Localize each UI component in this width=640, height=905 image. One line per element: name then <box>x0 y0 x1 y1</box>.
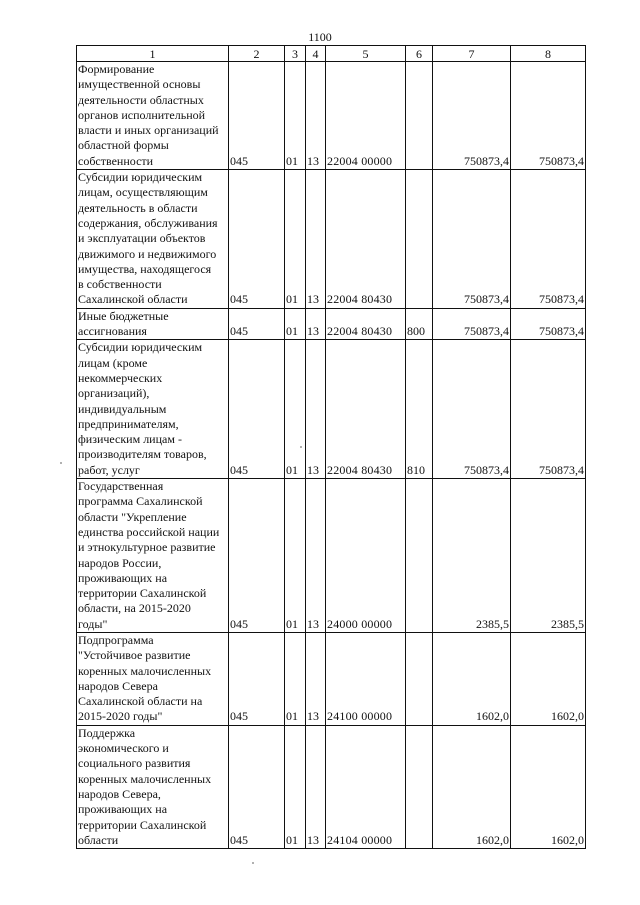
ved-code: 045 <box>229 170 285 309</box>
subsection-code: 13 <box>306 308 326 340</box>
ved-code: 045 <box>229 62 285 170</box>
row-name-cell <box>77 170 229 309</box>
table-row <box>77 632 586 725</box>
row-name: Поддержка экономического и социального развития коренных малочисленных народов Севера, проживающих на территории Сахалинской области <box>78 725 212 847</box>
amount-col7: 2385,5 <box>433 479 511 633</box>
row-name: Иные бюджетные ассигнования <box>78 308 169 339</box>
row-name-cell <box>77 725 229 848</box>
scan-speck <box>300 446 302 448</box>
amount-col8: 1602,0 <box>511 725 586 848</box>
row-name: Формирование имущественной основы деятельности областных органов исполнительной власти и иных организаций областной формы собственности <box>78 62 219 168</box>
subsection-code: 13 <box>306 479 326 633</box>
amount-col7: 750873,4 <box>433 308 511 340</box>
target-article-code: 24104 00000 <box>326 725 406 848</box>
header-col-6: 6 <box>406 46 433 62</box>
subsection-code: 13 <box>306 340 326 479</box>
subsection-code: 13 <box>306 632 326 725</box>
target-article-code: 22004 80430 <box>326 170 406 309</box>
section-code: 01 <box>285 308 306 340</box>
table-row <box>77 170 586 309</box>
row-name-cell <box>77 340 229 479</box>
budget-table <box>76 45 586 849</box>
table-row <box>77 308 586 340</box>
target-article-code: 22004 00000 <box>326 62 406 170</box>
header-col-5: 5 <box>326 46 406 62</box>
table-row <box>77 62 586 170</box>
ved-code: 045 <box>229 632 285 725</box>
row-name: Подпрограмма "Устойчивое развитие коренных малочисленных народов Севера Сахалинской области на 2015-2020 годы" <box>78 632 212 724</box>
row-name-cell <box>77 62 229 170</box>
header-col-8: 8 <box>511 46 586 62</box>
section-code: 01 <box>285 479 306 633</box>
header-col-4: 4 <box>306 46 326 62</box>
target-article-code: 24000 00000 <box>326 479 406 633</box>
subsection-code: 13 <box>306 725 326 848</box>
amount-col8: 750873,4 <box>511 308 586 340</box>
amount-col7: 750873,4 <box>433 170 511 309</box>
row-name-cell <box>77 479 229 633</box>
amount-col8: 750873,4 <box>511 62 586 170</box>
amount-col7: 750873,4 <box>433 340 511 479</box>
amount-col8: 750873,4 <box>511 340 586 479</box>
header-col-1: 1 <box>77 46 229 62</box>
ved-code: 045 <box>229 308 285 340</box>
scan-speck <box>252 862 254 864</box>
row-name-cell <box>77 632 229 725</box>
header-row <box>77 46 586 62</box>
section-code: 01 <box>285 725 306 848</box>
header-col-3: 3 <box>285 46 306 62</box>
section-code: 01 <box>285 340 306 479</box>
subsection-code: 13 <box>306 62 326 170</box>
ved-code: 045 <box>229 479 285 633</box>
header-col-7: 7 <box>433 46 511 62</box>
page-number: 1100 <box>308 30 332 44</box>
amount-col8: 750873,4 <box>511 170 586 309</box>
expense-type-code <box>406 632 433 725</box>
row-name-cell <box>77 308 229 340</box>
amount-col8: 1602,0 <box>511 632 586 725</box>
expense-type-code <box>406 725 433 848</box>
amount-col7: 750873,4 <box>433 62 511 170</box>
row-name: Государственная программа Сахалинской области "Укрепление единства российской нации и этнокультурное развитие народов России, проживающих на территории Сахалинской области, на 2015-2020 годы" <box>78 479 220 631</box>
ved-code: 045 <box>229 340 285 479</box>
header-col-2: 2 <box>229 46 285 62</box>
target-article-code: 22004 80430 <box>326 308 406 340</box>
amount-col7: 1602,0 <box>433 725 511 848</box>
ved-code: 045 <box>229 725 285 848</box>
table-row <box>77 725 586 848</box>
section-code: 01 <box>285 632 306 725</box>
table-row <box>77 479 586 633</box>
subsection-code: 13 <box>306 170 326 309</box>
expense-type-code <box>406 170 433 309</box>
section-code: 01 <box>285 170 306 309</box>
amount-col8: 2385,5 <box>511 479 586 633</box>
expense-type-code <box>406 62 433 170</box>
amount-col7: 1602,0 <box>433 632 511 725</box>
expense-type-code: 810 <box>406 340 433 479</box>
row-name: Субсидии юридическим лицам, осуществляющим деятельность в области содержания, обслуживания и эксплуатации объектов движимого и недвижимого имущества, находящегося в собственности Сахалинской области <box>78 170 218 307</box>
expense-type-code <box>406 479 433 633</box>
section-code: 01 <box>285 62 306 170</box>
target-article-code: 22004 80430 <box>326 340 406 479</box>
target-article-code: 24100 00000 <box>326 632 406 725</box>
table-row <box>77 340 586 479</box>
expense-type-code: 800 <box>406 308 433 340</box>
scan-speck <box>60 462 62 464</box>
row-name: Субсидии юридическим лицам (кроме некоммерческих организаций), индивидуальным предпринимателям, физическим лицам - производителям товаров, работ, услуг <box>78 340 207 477</box>
